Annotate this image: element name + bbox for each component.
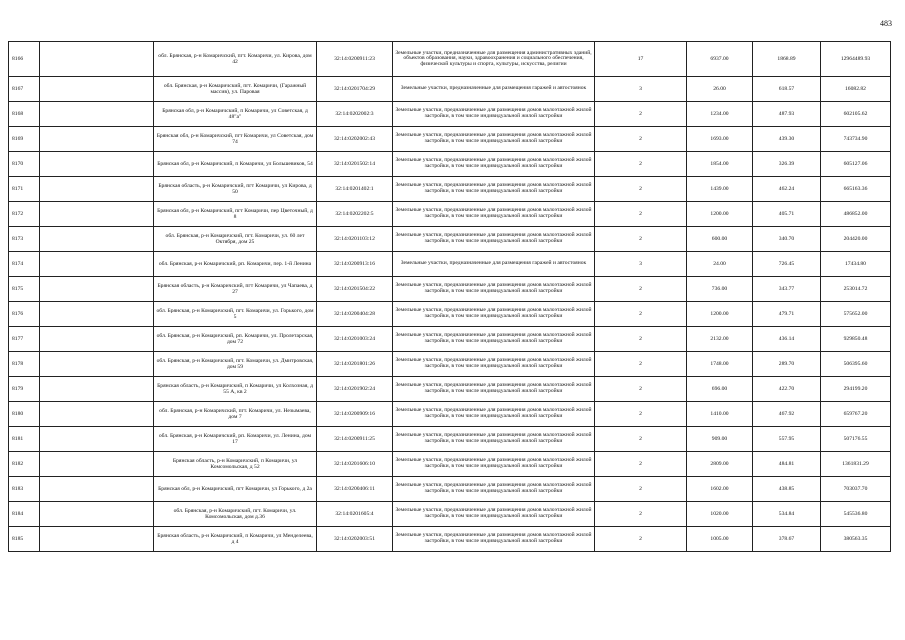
blank-cell	[40, 352, 154, 377]
address-cell: Брянская обл, р-н Комаричский, пгт Комаричи, пер Цветочный, д 8	[154, 202, 317, 227]
group-cell: 2	[595, 327, 687, 352]
blank-cell	[40, 252, 154, 277]
blank-cell	[40, 402, 154, 427]
row-number-cell: 8177	[9, 327, 40, 352]
cadastral-value-cell: 380563.35	[821, 527, 891, 552]
address-cell: Брянская область, р-н Комаричский, пгт Комаричи, ул Чапаева, д 27	[154, 277, 317, 302]
table-row	[9, 252, 891, 277]
row-number-cell: 8167	[9, 77, 40, 102]
area-cell: 2809.00	[687, 452, 753, 477]
table-row	[9, 152, 891, 177]
blank-cell	[40, 377, 154, 402]
address-cell: Брянская область, р-н Комаричский, пгт Комаричи, ул Кирова, д 50	[154, 177, 317, 202]
blank-cell	[40, 202, 154, 227]
unit-value-cell: 438.85	[753, 477, 821, 502]
table-row	[9, 177, 891, 202]
page-number: 483	[880, 19, 892, 28]
unit-value-cell: 289.70	[753, 352, 821, 377]
group-cell: 2	[595, 302, 687, 327]
unit-value-cell: 436.14	[753, 327, 821, 352]
row-number-cell: 8176	[9, 302, 40, 327]
land-use-cell: Земельные участки, предназначенные для размещения домов малоэтажной жилой застройки, в том числе индивидуальной жилой застройки	[393, 127, 595, 152]
group-cell: 3	[595, 252, 687, 277]
land-use-cell: Земельные участки, предназначенные для размещения домов малоэтажной жилой застройки, в том числе индивидуальной жилой застройки	[393, 427, 595, 452]
blank-cell	[40, 452, 154, 477]
area-cell: 1005.00	[687, 527, 753, 552]
area-cell: 1439.00	[687, 177, 753, 202]
row-number-cell: 8184	[9, 502, 40, 527]
cadastral-number-cell: 32:14:0201504:22	[317, 277, 393, 302]
land-use-cell: Земельные участки, предназначенные для размещения домов малоэтажной жилой застройки, в том числе индивидуальной жилой застройки	[393, 152, 595, 177]
land-use-cell: Земельные участки, предназначенные для размещения домов малоэтажной жилой застройки, в том числе индивидуальной жилой застройки	[393, 327, 595, 352]
row-number-cell: 8172	[9, 202, 40, 227]
blank-cell	[40, 427, 154, 452]
land-use-cell: Земельные участки, предназначенные для размещения домов малоэтажной жилой застройки, в том числе индивидуальной жилой застройки	[393, 227, 595, 252]
unit-value-cell: 343.77	[753, 277, 821, 302]
land-use-cell: Земельные участки, предназначенные для размещения административных зданий, объектов образования, науки, здравоохранения и социального обеспечения, физической культуры и спорта, культуры, искусства, религии	[393, 42, 595, 77]
land-use-cell: Земельные участки, предназначенные для размещения домов малоэтажной жилой застройки, в том числе индивидуальной жилой застройки	[393, 377, 595, 402]
area-cell: 1410.00	[687, 402, 753, 427]
cadastral-number-cell: 32:14:0201402:1	[317, 177, 393, 202]
address-cell: Брянская обл, р-н Комаричский, п Комаричи, ул Большевиков, 54	[154, 152, 317, 177]
address-cell: Брянская обл, р-н Комаричский, пгт Комаричи, ул Горького, д 2а	[154, 477, 317, 502]
unit-value-cell: 534.84	[753, 502, 821, 527]
cadastral-value-cell: 294199.20	[821, 377, 891, 402]
unit-value-cell: 462.24	[753, 177, 821, 202]
cadastral-number-cell: 32:14:0201103:12	[317, 227, 393, 252]
cadastral-value-cell: 605127.06	[821, 152, 891, 177]
unit-value-cell: 439.30	[753, 127, 821, 152]
unit-value-cell: 618.57	[753, 77, 821, 102]
cadastral-value-cell: 17434.80	[821, 252, 891, 277]
land-use-cell: Земельные участки, предназначенные для размещения гаражей и автостоянок	[393, 252, 595, 277]
row-number-cell: 8180	[9, 402, 40, 427]
address-cell: обл. Брянская, р-н Комаричский, пгт. Комаричи, (Гаражный массив), ул. Паровая	[154, 77, 317, 102]
address-cell: обл. Брянская, р-н Комаричский, пгт. Комаричи, ул. Кирова, дом 42	[154, 42, 317, 77]
land-use-cell: Земельные участки, предназначенные для размещения домов малоэтажной жилой застройки, в том числе индивидуальной жилой застройки	[393, 177, 595, 202]
address-cell: обл. Брянская, р-н Комаричский, пгт. Комаричи, ул. Комсомольская, дом д.36	[154, 502, 317, 527]
group-cell: 2	[595, 477, 687, 502]
cadastral-number-cell: 32:14:0200406:11	[317, 477, 393, 502]
cadastral-value-cell: 486852.00	[821, 202, 891, 227]
cadastral-number-cell: 32:14:0202003:51	[317, 527, 393, 552]
table-row	[9, 42, 891, 77]
group-cell: 2	[595, 127, 687, 152]
cadastral-value-cell: 545536.80	[821, 502, 891, 527]
blank-cell	[40, 327, 154, 352]
cadastral-value-cell: 12964489.93	[821, 42, 891, 77]
cadastral-number-cell: 32:14:0201003:24	[317, 327, 393, 352]
row-number-cell: 8181	[9, 427, 40, 452]
group-cell: 2	[595, 152, 687, 177]
cadastral-value-cell: 743734.90	[821, 127, 891, 152]
cadastral-number-cell: 32:14:0201801:26	[317, 352, 393, 377]
blank-cell	[40, 152, 154, 177]
table-row	[9, 277, 891, 302]
group-cell: 2	[595, 227, 687, 252]
group-cell: 2	[595, 377, 687, 402]
area-cell: 2132.00	[687, 327, 753, 352]
table-row	[9, 502, 891, 527]
unit-value-cell: 487.93	[753, 102, 821, 127]
address-cell: обл. Брянская, р-н Комаричский, рп. Комаричи, ул. Пролетарская, дом 72	[154, 327, 317, 352]
table-row	[9, 352, 891, 377]
group-cell: 2	[595, 102, 687, 127]
unit-value-cell: 378.67	[753, 527, 821, 552]
row-number-cell: 8174	[9, 252, 40, 277]
group-cell: 3	[595, 77, 687, 102]
cadastral-value-cell: 703037.70	[821, 477, 891, 502]
address-cell: обл. Брянская, р-н Комаричский, пгт. Комаричи, ул. Дмитровская, дом 59	[154, 352, 317, 377]
address-cell: обл. Брянская, р-н Комаричский, пгт. Комаричи, ул. Горького, дом 5	[154, 302, 317, 327]
area-cell: 1020.00	[687, 502, 753, 527]
area-cell: 1200.00	[687, 302, 753, 327]
blank-cell	[40, 77, 154, 102]
table-row	[9, 227, 891, 252]
table-row	[9, 102, 891, 127]
area-cell: 696.00	[687, 377, 753, 402]
table-row	[9, 77, 891, 102]
cadastral-value-cell: 659767.20	[821, 402, 891, 427]
cadastral-number-cell: 32:14:0202002:3	[317, 102, 393, 127]
cadastral-value-cell: 665163.36	[821, 177, 891, 202]
unit-value-cell: 326.39	[753, 152, 821, 177]
address-cell: Брянская обл, р-н Комаричский, пгт Комаричи, ул Советская, дом 74	[154, 127, 317, 152]
table-row	[9, 452, 891, 477]
cadastral-value-cell: 204420.00	[821, 227, 891, 252]
cadastral-number-cell: 32:14:0200911:23	[317, 42, 393, 77]
unit-value-cell: 479.71	[753, 302, 821, 327]
unit-value-cell: 405.71	[753, 202, 821, 227]
cadastral-number-cell: 32:14:0201605:4	[317, 502, 393, 527]
blank-cell	[40, 277, 154, 302]
land-use-cell: Земельные участки, предназначенные для размещения домов малоэтажной жилой застройки, в том числе индивидуальной жилой застройки	[393, 352, 595, 377]
area-cell: 24.00	[687, 252, 753, 277]
blank-cell	[40, 527, 154, 552]
row-number-cell: 8182	[9, 452, 40, 477]
table-row	[9, 527, 891, 552]
row-number-cell: 8183	[9, 477, 40, 502]
area-cell: 1748.00	[687, 352, 753, 377]
address-cell: обл. Брянская, р-н Комаричский, рп. Комаричи, ул. Ленина, дом 17	[154, 427, 317, 452]
cadastral-number-cell: 32:14:0201502:14	[317, 152, 393, 177]
table-row	[9, 477, 891, 502]
unit-value-cell: 422.70	[753, 377, 821, 402]
cadastral-number-cell: 32:14:0200404:28	[317, 302, 393, 327]
cadastral-value-cell: 507176.55	[821, 427, 891, 452]
land-use-cell: Земельные участки, предназначенные для размещения домов малоэтажной жилой застройки, в том числе индивидуальной жилой застройки	[393, 202, 595, 227]
blank-cell	[40, 42, 154, 77]
land-use-cell: Земельные участки, предназначенные для размещения домов малоэтажной жилой застройки, в том числе индивидуальной жилой застройки	[393, 402, 595, 427]
blank-cell	[40, 302, 154, 327]
cadastral-value-cell: 16082.82	[821, 77, 891, 102]
blank-cell	[40, 502, 154, 527]
row-number-cell: 8170	[9, 152, 40, 177]
land-use-cell: Земельные участки, предназначенные для размещения домов малоэтажной жилой застройки, в том числе индивидуальной жилой застройки	[393, 302, 595, 327]
land-use-cell: Земельные участки, предназначенные для размещения домов малоэтажной жилой застройки, в том числе индивидуальной жилой застройки	[393, 527, 595, 552]
area-cell: 736.00	[687, 277, 753, 302]
land-use-cell: Земельные участки, предназначенные для размещения гаражей и автостоянок	[393, 77, 595, 102]
table-row	[9, 127, 891, 152]
area-cell: 909.00	[687, 427, 753, 452]
group-cell: 17	[595, 42, 687, 77]
table-row	[9, 427, 891, 452]
address-cell: Брянская область, р-н Комаричский, п Комаричи, ул Комсомольская, д 52	[154, 452, 317, 477]
cadastral-number-cell: 32:14:0200909:16	[317, 402, 393, 427]
table-row	[9, 302, 891, 327]
cadastral-value-cell: 1361831.29	[821, 452, 891, 477]
unit-value-cell: 726.45	[753, 252, 821, 277]
blank-cell	[40, 177, 154, 202]
table-row	[9, 202, 891, 227]
group-cell: 2	[595, 427, 687, 452]
area-cell: 1234.00	[687, 102, 753, 127]
blank-cell	[40, 227, 154, 252]
group-cell: 2	[595, 527, 687, 552]
group-cell: 2	[595, 402, 687, 427]
cadastral-value-table	[8, 41, 891, 552]
row-number-cell: 8166	[9, 42, 40, 77]
cadastral-number-cell: 32:14:0202002:43	[317, 127, 393, 152]
area-cell: 600.00	[687, 227, 753, 252]
address-cell: обл. Брянская, р-н Комаричский, пгт. Комаричи, ул. Незымаева, дом 7	[154, 402, 317, 427]
unit-value-cell: 484.81	[753, 452, 821, 477]
cadastral-value-cell: 506395.60	[821, 352, 891, 377]
row-number-cell: 8185	[9, 527, 40, 552]
address-cell: Брянская область, р-н Комаричский, п Комаричи, ул Колхозная, д 55 А, кв 2	[154, 377, 317, 402]
address-cell: Брянская обл, р-н Комаричский, п Комаричи, ул Советская, д 48"а"	[154, 102, 317, 127]
row-number-cell: 8175	[9, 277, 40, 302]
blank-cell	[40, 127, 154, 152]
area-cell: 26.00	[687, 77, 753, 102]
cadastral-number-cell: 32:14:0201606:10	[317, 452, 393, 477]
area-cell: 1200.00	[687, 202, 753, 227]
land-use-cell: Земельные участки, предназначенные для размещения домов малоэтажной жилой застройки, в том числе индивидуальной жилой застройки	[393, 102, 595, 127]
cadastral-number-cell: 32:14:0201704:29	[317, 77, 393, 102]
address-cell: Брянская область, р-н Комаричский, п Комаричи, ул Менделеева, д 4	[154, 527, 317, 552]
row-number-cell: 8171	[9, 177, 40, 202]
row-number-cell: 8178	[9, 352, 40, 377]
land-use-cell: Земельные участки, предназначенные для размещения домов малоэтажной жилой застройки, в том числе индивидуальной жилой застройки	[393, 452, 595, 477]
blank-cell	[40, 477, 154, 502]
row-number-cell: 8179	[9, 377, 40, 402]
blank-cell	[40, 102, 154, 127]
cadastral-number-cell: 32:14:0201902:24	[317, 377, 393, 402]
unit-value-cell: 340.70	[753, 227, 821, 252]
cadastral-number-cell: 32:14:0200911:25	[317, 427, 393, 452]
group-cell: 2	[595, 177, 687, 202]
row-number-cell: 8169	[9, 127, 40, 152]
row-number-cell: 8168	[9, 102, 40, 127]
unit-value-cell: 557.95	[753, 427, 821, 452]
cadastral-value-cell: 575652.00	[821, 302, 891, 327]
group-cell: 2	[595, 452, 687, 477]
cadastral-number-cell: 32:14:0200913:16	[317, 252, 393, 277]
table-row	[9, 402, 891, 427]
row-number-cell: 8173	[9, 227, 40, 252]
cadastral-value-cell: 253014.72	[821, 277, 891, 302]
area-cell: 6937.00	[687, 42, 753, 77]
unit-value-cell: 1868.89	[753, 42, 821, 77]
land-use-cell: Земельные участки, предназначенные для размещения домов малоэтажной жилой застройки, в том числе индивидуальной жилой застройки	[393, 277, 595, 302]
cadastral-value-cell: 602105.62	[821, 102, 891, 127]
unit-value-cell: 467.92	[753, 402, 821, 427]
table-row	[9, 327, 891, 352]
group-cell: 2	[595, 502, 687, 527]
address-cell: обл. Брянская, р-н Комаричский, пгт. Комаричи, ул. 60 лет Октября, дом 25	[154, 227, 317, 252]
cadastral-number-cell: 32:14:0202202:5	[317, 202, 393, 227]
land-use-cell: Земельные участки, предназначенные для размещения домов малоэтажной жилой застройки, в том числе индивидуальной жилой застройки	[393, 477, 595, 502]
group-cell: 2	[595, 352, 687, 377]
group-cell: 2	[595, 277, 687, 302]
group-cell: 2	[595, 202, 687, 227]
address-cell: обл. Брянская, р-н Комаричский, рп. Комаричи, пер. 1-й Ленина	[154, 252, 317, 277]
area-cell: 1854.00	[687, 152, 753, 177]
land-use-cell: Земельные участки, предназначенные для размещения домов малоэтажной жилой застройки, в том числе индивидуальной жилой застройки	[393, 502, 595, 527]
area-cell: 1602.00	[687, 477, 753, 502]
area-cell: 1693.00	[687, 127, 753, 152]
table-row	[9, 377, 891, 402]
cadastral-value-cell: 929850.48	[821, 327, 891, 352]
